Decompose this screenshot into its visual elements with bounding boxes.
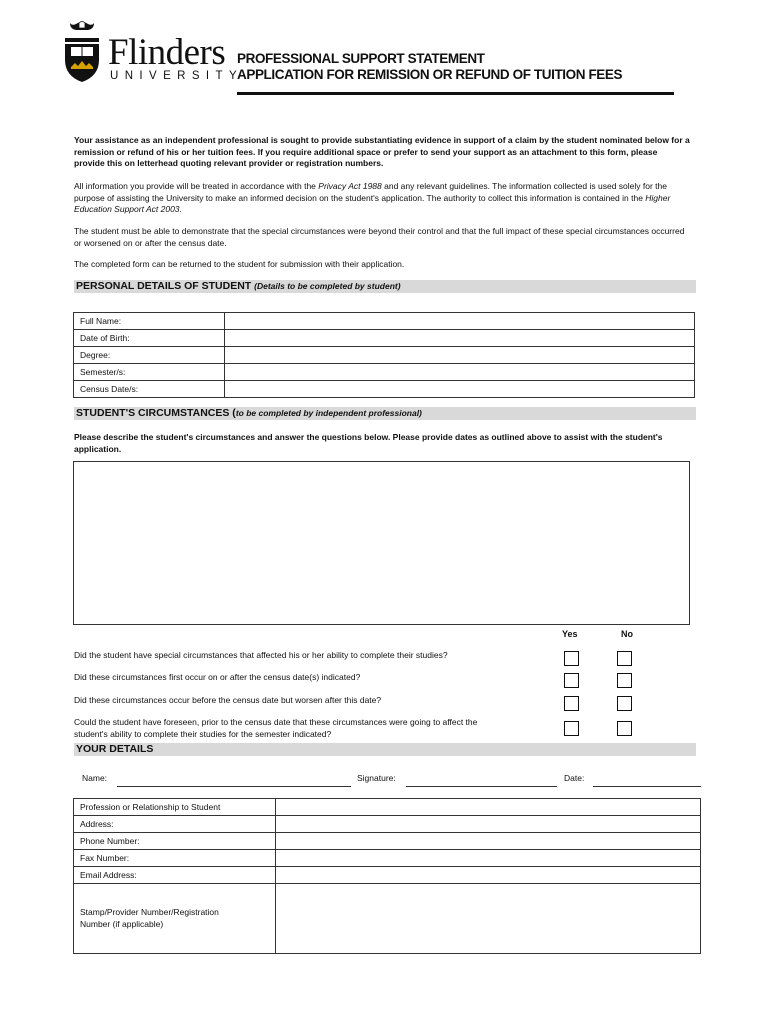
field-label: Email Address: — [74, 867, 276, 884]
your-details-heading: YOUR DETAILS — [74, 743, 696, 756]
form-title-line1: PROFESSIONAL SUPPORT STATEMENT — [237, 51, 485, 66]
title-underline — [237, 92, 674, 95]
field-label: Date of Birth: — [74, 330, 225, 347]
circumstances-instructions: Please describe the student's circumstances and answer the questions below. Please provide dates as outlined above to assist with the student's application. — [74, 432, 663, 454]
census-date-input[interactable] — [225, 381, 695, 398]
intro-circumstances-paragraph: The student must be able to demonstrate that the special circumstances were beyond their control and that the full impact of these special circumstances occurred or worsened on or after the census date. — [74, 226, 685, 248]
intro-assistance-paragraph: Your assistance as an independent professional is sought to provide substantiating evidence in support of a claim by the student nominated below for a remission or refund of his or her tuition fees. If you require additional space or prefer to send your support as an attachment to this form, please provide this on letterhead quoting relevant provider or registration numbers. — [74, 135, 690, 169]
question-3: Did these circumstances occur before the census date but worsen after this date? — [74, 695, 382, 705]
field-label: Address: — [74, 816, 276, 833]
details-row-fax — [74, 850, 701, 867]
yes-column-label: Yes — [562, 629, 578, 639]
question-1-no-checkbox[interactable] — [617, 651, 632, 666]
field-label: Phone Number: — [74, 833, 276, 850]
degree-input[interactable] — [225, 347, 695, 364]
address-input[interactable] — [276, 816, 701, 833]
field-label: Census Date/s: — [74, 381, 225, 398]
intro-privacy-paragraph: All information you provide will be treated in accordance with the Privacy Act 1988 and any relevant guidelines. The information collected is used solely for the purpose of assisting the University to make an informed decision on the student's application. The authority to collect this information is contained in the Higher Education Support Act 2003. — [74, 181, 671, 215]
circumstances-heading: STUDENT'S CIRCUMSTANCES (to be completed by independent professional) — [74, 407, 696, 420]
details-row-profession — [74, 799, 701, 816]
field-label: Full Name: — [74, 313, 225, 330]
intro-return-paragraph: The completed form can be returned to the student for submission with their application. — [74, 259, 405, 269]
field-label: Stamp/Provider Number/Registration Number (if applicable) — [74, 884, 276, 954]
details-row-stamp — [74, 884, 701, 954]
question-4-yes-checkbox[interactable] — [564, 721, 579, 736]
email-address-input[interactable] — [276, 867, 701, 884]
logo-subtitle: UNIVERSITY — [110, 70, 244, 82]
date-of-birth-input[interactable] — [225, 330, 695, 347]
question-2: Did these circumstances first occur on or after the census date(s) indicated? — [74, 672, 361, 682]
question-2-yes-checkbox[interactable] — [564, 673, 579, 688]
signature-label: Signature: — [357, 773, 396, 783]
personal-details-heading: PERSONAL DETAILS OF STUDENT (Details to be completed by student) — [74, 280, 696, 293]
field-label: Fax Number: — [74, 850, 276, 867]
name-input-line[interactable] — [117, 786, 351, 787]
fax-number-input[interactable] — [276, 850, 701, 867]
question-4-no-checkbox[interactable] — [617, 721, 632, 736]
date-label: Date: — [564, 773, 585, 783]
personal-details-table — [73, 312, 695, 398]
form-title-line2: APPLICATION FOR REMISSION OR REFUND OF TUITION FEES — [237, 67, 623, 82]
phone-number-input[interactable] — [276, 833, 701, 850]
field-label: Degree: — [74, 347, 225, 364]
stamp-provider-number-input[interactable] — [276, 884, 701, 954]
personal-row-semester — [74, 364, 695, 381]
no-column-label: No — [621, 629, 633, 639]
your-details-table — [73, 798, 701, 954]
question-1-yes-checkbox[interactable] — [564, 651, 579, 666]
profession-input[interactable] — [276, 799, 701, 816]
details-row-address — [74, 816, 701, 833]
question-3-yes-checkbox[interactable] — [564, 696, 579, 711]
logo-wordmark: Flinders — [108, 32, 226, 73]
circumstances-description-textarea[interactable] — [73, 461, 690, 625]
question-1: Did the student have special circumstances that affected his or her ability to complete their studies? — [74, 650, 448, 660]
personal-row-degree — [74, 347, 695, 364]
details-row-phone — [74, 833, 701, 850]
full-name-input[interactable] — [225, 313, 695, 330]
personal-row-dob — [74, 330, 695, 347]
question-2-no-checkbox[interactable] — [617, 673, 632, 688]
name-label: Name: — [82, 773, 108, 783]
field-label: Semester/s: — [74, 364, 225, 381]
date-input-line[interactable] — [593, 786, 701, 787]
field-label: Profession or Relationship to Student — [74, 799, 276, 816]
signature-input-line[interactable] — [406, 786, 557, 787]
personal-row-census — [74, 381, 695, 398]
university-crest-logo — [62, 20, 102, 84]
question-4: Could the student have foreseen, prior to the census date that these circumstances were going to affect the student's ability to complete their studies for the semester indicated? — [74, 717, 478, 739]
details-row-email — [74, 867, 701, 884]
question-3-no-checkbox[interactable] — [617, 696, 632, 711]
personal-row-full-name — [74, 313, 695, 330]
semester-input[interactable] — [225, 364, 695, 381]
